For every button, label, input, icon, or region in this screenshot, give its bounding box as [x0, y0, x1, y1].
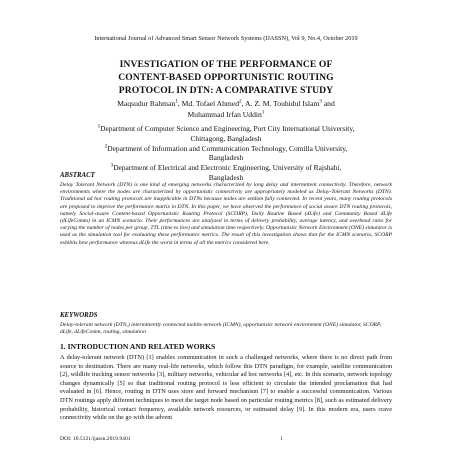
affiliation-1: [60, 124, 392, 143]
affiliation-marker: 1: [97, 123, 101, 130]
paper-title: [60, 58, 392, 97]
affiliation-location: Bangladesh: [208, 172, 244, 182]
affiliation-3: [60, 163, 392, 182]
author-name: , Md. Tofael Ahmed: [177, 99, 239, 108]
author-line-2: [60, 109, 392, 120]
affiliation-marker: 3: [110, 162, 114, 169]
author-line-1: [60, 98, 392, 109]
affiliation-location: Bangladesh: [208, 153, 244, 162]
affiliation-2: [60, 144, 392, 163]
author-affil-marker: 1: [175, 98, 178, 105]
affiliation-text: Department of Information and Communication Technology, Comilla University,: [107, 143, 348, 153]
author-name: Muhammad Irfan Uddin: [187, 110, 262, 119]
author-list: [60, 98, 392, 120]
affiliation-location: Chittagong, Bangladesh: [190, 133, 262, 143]
title-line-1: INVESTIGATION OF THE PERFORMANCE OF: [119, 59, 333, 70]
title-line-3: PROTOCOL IN DTN: A COMPARATIVE STUDY: [118, 85, 334, 96]
abstract-text: Delay Tolerant Network (DTN) is one kind of emerging networks characterized by long delay and intermittent connectivity. Therefore, network environments where the nodes are characterized by opportunistic connectivity are appropriately modeled as Delay-Tolerant Networks (DTN). Traditional ad hoc routing protocols are inapplicable in DTNs because nodes are seldom fully connected. In recent years, many routing protocols are proposed to improve the performance matrix in DTN. In this paper, we have observed the performance of social aware DTN routing protocols, namely Social-aware Content-based Opportunistic Routing Protocol (SCORP), Daily Routine Based (dLife) and Community Based dLife (dLifeComm) in an ICMN scenario. Their performances are analyzed in terms of delivery probability, average latency, and overhead ratio for varying the number of nodes per group, TTL (time to live) and simulation time respectively. Opportunistic Network Environment (ONE) simulator is used as the simulation tool for evaluating these performance metrics. The result of this investigation shows that for the ICMN scenario, SCORP exhibits best performance whereas dLife the worst in terms of all the metrics considered here.: [60, 182, 392, 246]
author-affil-marker: 1: [261, 109, 265, 116]
affiliation-text: Department of Computer Science and Engineering, Port City International University,: [100, 124, 355, 133]
title-line-2: CONTENT-BASED OPPORTUNISTIC ROUTING: [118, 72, 334, 83]
abstract-label: ABSTRACT: [60, 172, 95, 179]
page-number: 1: [280, 436, 283, 442]
author-affil-marker: 2: [239, 98, 242, 105]
journal-header: International Journal of Advanced Smart Sensor Network Systems (IJASSN), Vol 9, No.4, October 2019: [94, 35, 358, 42]
author-affil-marker: 3: [319, 98, 322, 105]
affiliation-text: Department of Electrical and Electronic Engineering, University of Rajshahi,: [113, 163, 342, 172]
keywords-label: KEYWORDS: [60, 312, 98, 319]
author-name: Maqsudur Rahman: [117, 99, 176, 108]
intro-paragraph: A delay-tolerant network (DTN) [1] enables communication in such a challenged networks, where there is no direct path from source to destination. There are many real-life networks, which follow this DTN paradigm, for example, satellite communication [2], wildlife tracking sensor networks [3], military networks, vehicular ad hoc networks [4], etc. In this scenario, network topology changes dynamically [5] so that traditional routing protocol is less efficient to circulate the intended proclamation that had evaluated in [6]. Hence, routing in DTN uses store and forward mechanism [7] to enable a successful communication. Various DTN routings apply different techniques to meet the target node based on particular routing metrics [8], such as estimated delivery probability, historical contact frequency, available network resources, or estimated delay [9]. In this modern era, users crave connectivity while on the go with the advent: [60, 354, 392, 422]
affiliation-marker: 2: [104, 143, 108, 150]
section-heading: 1. INTRODUCTION AND RELATED WORKS: [60, 342, 216, 351]
doi-footer: DOI: 10.5121/ijassn.2019.9401: [60, 436, 131, 442]
author-conjunction: and: [321, 99, 335, 108]
affiliations: [60, 124, 392, 183]
keywords-text: Delay-tolerant network (DTN,) intermittently connected mobile network (ICMN), opportunistic network environment (ONE) simulator, SCORP, dLife, dLifeComm, routing, simulation: [60, 322, 382, 336]
author-name: , A. Z. M. Touhidul Islam: [241, 99, 320, 108]
